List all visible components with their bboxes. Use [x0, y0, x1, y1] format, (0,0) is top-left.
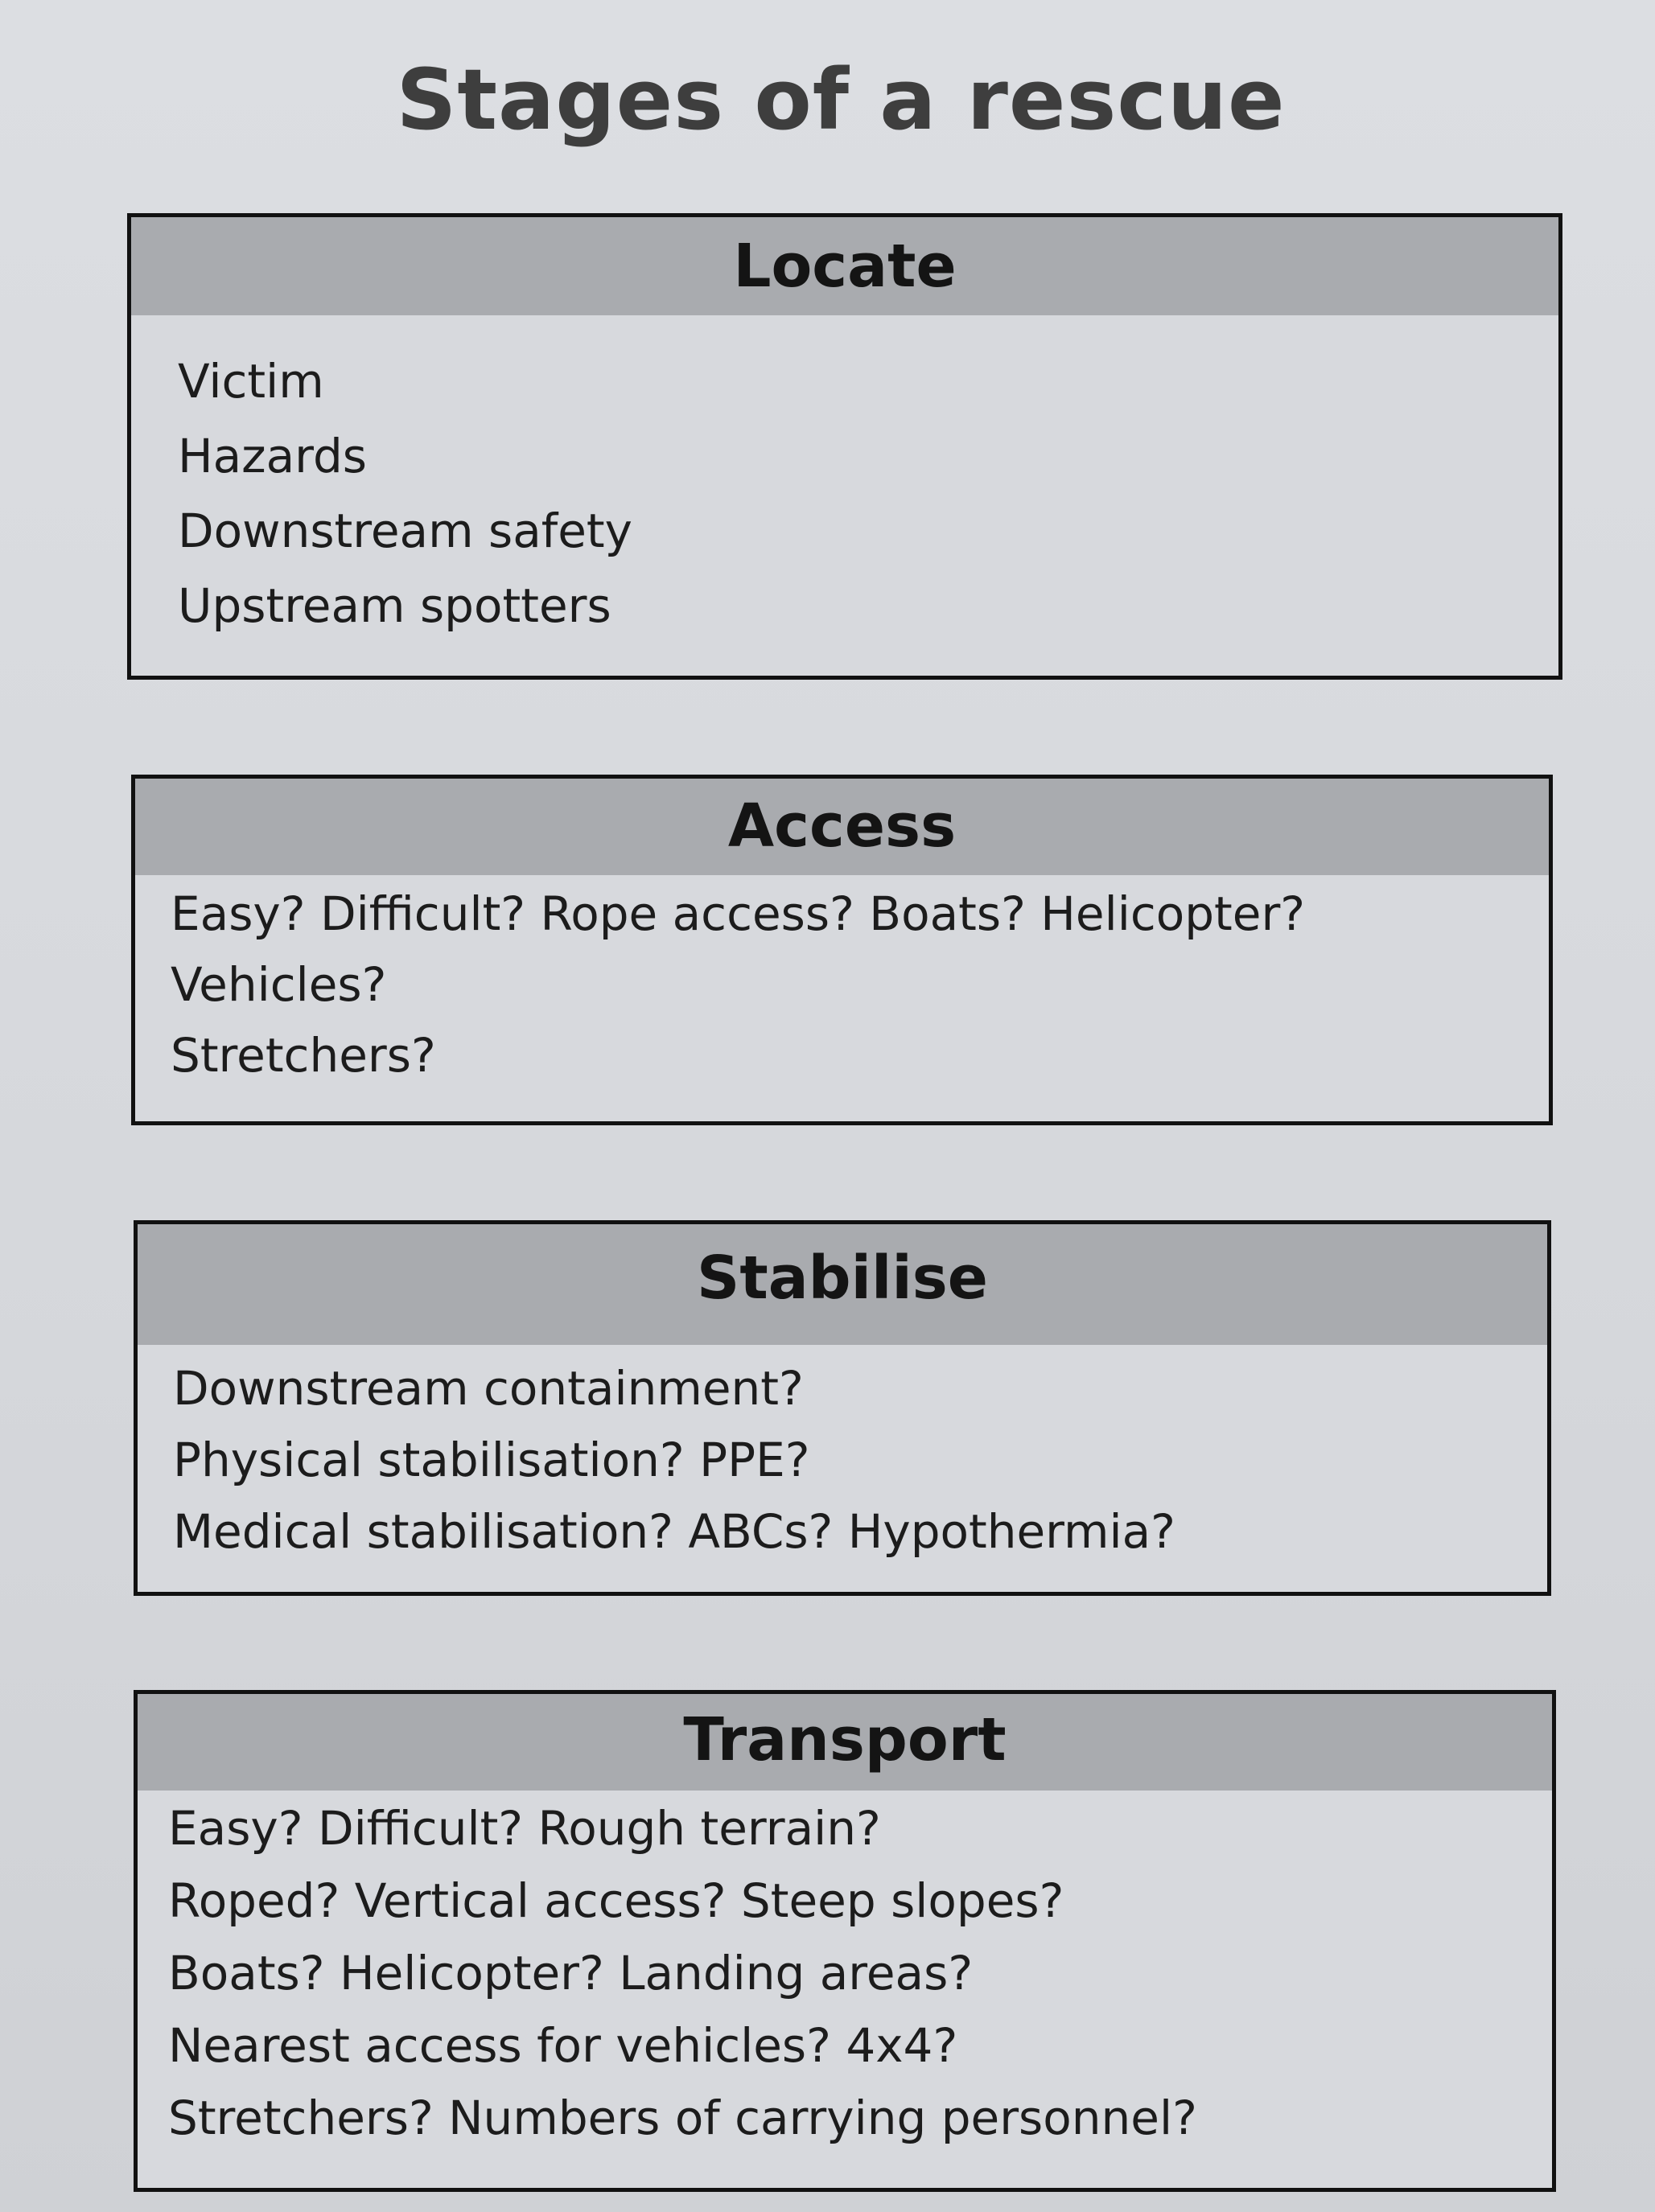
list-item: Physical stabilisation? PPE? [173, 1433, 810, 1487]
list-item: Stretchers? Numbers of carrying personnel? [168, 2091, 1197, 2145]
list-item: Nearest access for vehicles? 4x4? [168, 2018, 958, 2073]
section-locate [127, 213, 1562, 680]
list-item: Downstream safety [178, 504, 632, 558]
list-item: Victim [178, 354, 324, 409]
section-heading: Access [135, 779, 1549, 875]
section-heading: Stabilise [138, 1224, 1547, 1345]
section-body [138, 1345, 1547, 1568]
list-item: Upstream spotters [178, 578, 611, 633]
section-body [135, 875, 1549, 1091]
list-item: Boats? Helicopter? Landing areas? [168, 1946, 974, 2000]
section-heading: Transport [138, 1694, 1552, 1791]
list-item: Easy? Difficult? Rough terrain? [168, 1801, 881, 1856]
list-item: Vehicles? [171, 957, 387, 1012]
page-title: Stages of a rescue [396, 51, 1286, 149]
list-item: Easy? Difficult? Rope access? Boats? Helicopter? [171, 886, 1306, 941]
section-body [131, 315, 1558, 643]
list-item: Roped? Vertical access? Steep slopes? [168, 1873, 1064, 1928]
section-transport [134, 1690, 1556, 2192]
section-heading: Locate [131, 217, 1558, 315]
list-item: Medical stabilisation? ABCs? Hypothermia? [173, 1504, 1175, 1559]
section-body [138, 1791, 1552, 2154]
list-item: Hazards [178, 429, 368, 483]
list-item: Downstream containment? [173, 1361, 804, 1416]
section-stabilise [134, 1220, 1551, 1596]
list-item: Stretchers? [171, 1028, 436, 1083]
section-access [131, 775, 1553, 1125]
